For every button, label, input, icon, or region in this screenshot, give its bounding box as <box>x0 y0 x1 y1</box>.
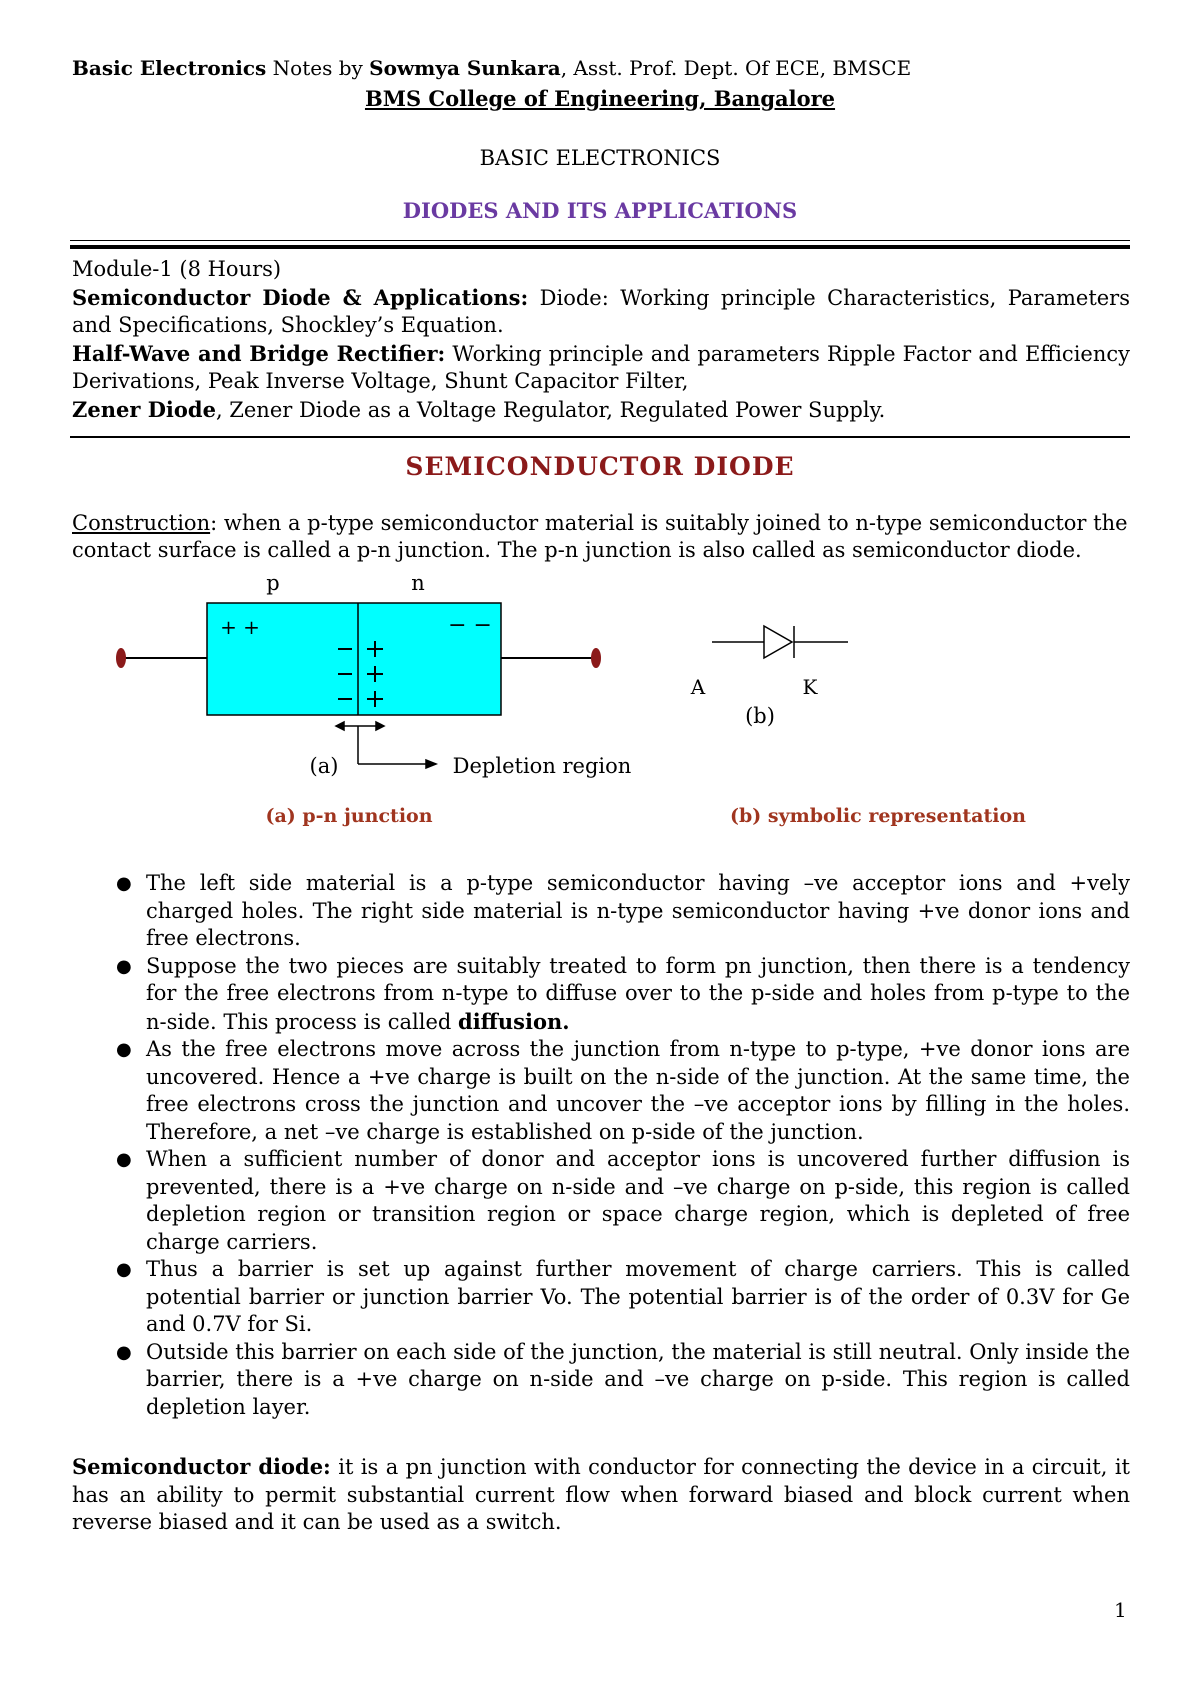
anode-label: A <box>690 675 706 699</box>
syllabus-text: , Zener Diode as a Voltage Regulator, Regulated Power Supply. <box>215 397 886 422</box>
definition-paragraph <box>72 1453 1130 1537</box>
syllabus-heading: Zener Diode <box>72 396 216 422</box>
list-item <box>72 1339 1130 1422</box>
bullet-icon: ● <box>116 1259 132 1280</box>
caption-a: (a) p-n junction <box>265 805 433 827</box>
list-item-text: The left side material is a p-type semiconductor having –ve acceptor ions and +vely charged holes. The right side material is n-type semiconductor having +ve donor ions and free electrons. <box>146 871 1130 950</box>
list-item-text: When a sufficient number of donor and acceptor ions is uncovered further diffusion is prevented, there is a +ve charge on n-side and –ve charge on p-side, this region is called depletion region or transition region or space charge region, which is depleted of free charge carriers. <box>146 1147 1130 1254</box>
construction-paragraph <box>72 510 1130 564</box>
list-item-text: Thus a barrier is set up against further movement of charge carriers. This is called potential barrier or junction barrier Vo. The potential barrier is of the order of 0.3V for Ge and 0.7V for Si. <box>146 1257 1130 1336</box>
p-region-charges: + + <box>220 615 260 639</box>
bullet-icon: ● <box>116 955 132 977</box>
bullet-list <box>72 870 1130 1421</box>
cathode-label: K <box>802 675 818 699</box>
course-title: BASIC ELECTRONICS <box>479 146 721 170</box>
bullet-icon: ● <box>116 1039 132 1060</box>
module-label: Module-1 (8 Hours) <box>72 257 282 281</box>
header-notes-by: Notes by <box>266 56 370 80</box>
list-item-bold: diffusion. <box>458 1008 570 1034</box>
divider-section <box>70 436 1130 438</box>
construction-text: : when a p-type semiconductor material is suitably joined to n-type semiconductor the contact surface is called a p-n junction. The p-n junction is also called as semiconductor diode. <box>72 511 1128 562</box>
syllabus-text: Diode: Working principle Characteristics, Parameters and Specifications, Shockley’s Equation. <box>72 285 1131 337</box>
n-label: n <box>411 571 425 595</box>
list-item-text: Suppose the two pieces are suitably treated to form pn junction, then there is a tendency for the free electrons from n-type to diffuse over to the p-side and holes from p-type to the n-side. This process is called <box>146 953 1130 1034</box>
list-item <box>72 1036 1130 1146</box>
n-region-charges: − − <box>448 613 492 638</box>
definition-label: Semiconductor diode: <box>72 1454 331 1479</box>
syllabus-item <box>72 396 1130 425</box>
header-course: Basic Electronics <box>72 56 267 80</box>
header-affiliation: , Asst. Prof. Dept. Of ECE, BMSCE <box>560 56 912 80</box>
list-item-text: As the free electrons move across the junction from n-type to p-type, +ve donor ions are uncovered. Hence a +ve charge is built on the n-side of the junction. At the same time, the free electrons cross the junction and uncover the –ve acceptor ions by filling in the holes. Therefore, a net –ve charge is established on p-side of the junction. <box>146 1037 1130 1144</box>
syllabus-item <box>72 284 1130 340</box>
syllabus-heading: Semiconductor Diode & Applications: <box>72 284 529 310</box>
subfigure-a-label: (a) <box>309 754 339 778</box>
bullet-icon: ● <box>116 1341 132 1363</box>
college-name: BMS College of Engineering, Bangalore <box>364 86 836 111</box>
divider-thin <box>70 240 1130 241</box>
p-label: p <box>266 571 280 595</box>
divider-thick <box>70 245 1130 249</box>
diode-symbol-icon <box>712 626 848 658</box>
depletion-width-arrow <box>336 722 436 768</box>
list-item <box>72 1256 1130 1339</box>
syllabus <box>72 256 1130 424</box>
subfigure-b-label: (b) <box>745 704 775 728</box>
syllabus-item <box>72 340 1130 396</box>
bullet-icon: ● <box>116 873 132 894</box>
caption-b: (b) symbolic representation <box>730 805 1026 827</box>
page-number: 1 <box>1114 1598 1127 1622</box>
syllabus-text: Working principle and parameters Ripple Factor and Efficiency Derivations, Peak Inverse Voltage, Shunt Capacitor Filter, <box>72 341 1130 393</box>
list-item <box>72 953 1130 1037</box>
header-author: Sowmya Sunkara <box>369 56 561 80</box>
section-title: SEMICONDUCTOR DIODE <box>405 452 795 481</box>
definition-text: it is a pn junction with conductor for connecting the device in a circuit, it has an ability to permit substantial current flow when forward biased and block current when reverse biased and it can be used as a switch. <box>72 1455 1130 1534</box>
topic-title: DIODES AND ITS APPLICATIONS <box>402 198 798 223</box>
list-item <box>72 870 1130 953</box>
syllabus-heading: Half-Wave and Bridge Rectifier: <box>72 340 446 366</box>
running-header <box>72 56 911 80</box>
list-item <box>72 1146 1130 1256</box>
bullet-icon: ● <box>116 1149 132 1170</box>
left-terminal <box>116 648 126 668</box>
pn-junction-figure <box>0 560 1200 860</box>
right-terminal <box>591 648 601 668</box>
depletion-label: Depletion region <box>452 754 632 778</box>
construction-label: Construction <box>72 511 211 535</box>
list-item-text: Outside this barrier on each side of the junction, the material is still neutral. Only inside the barrier, there is a +ve charge on n-side and –ve charge on p-side. This region is called depletion layer. <box>146 1339 1130 1419</box>
